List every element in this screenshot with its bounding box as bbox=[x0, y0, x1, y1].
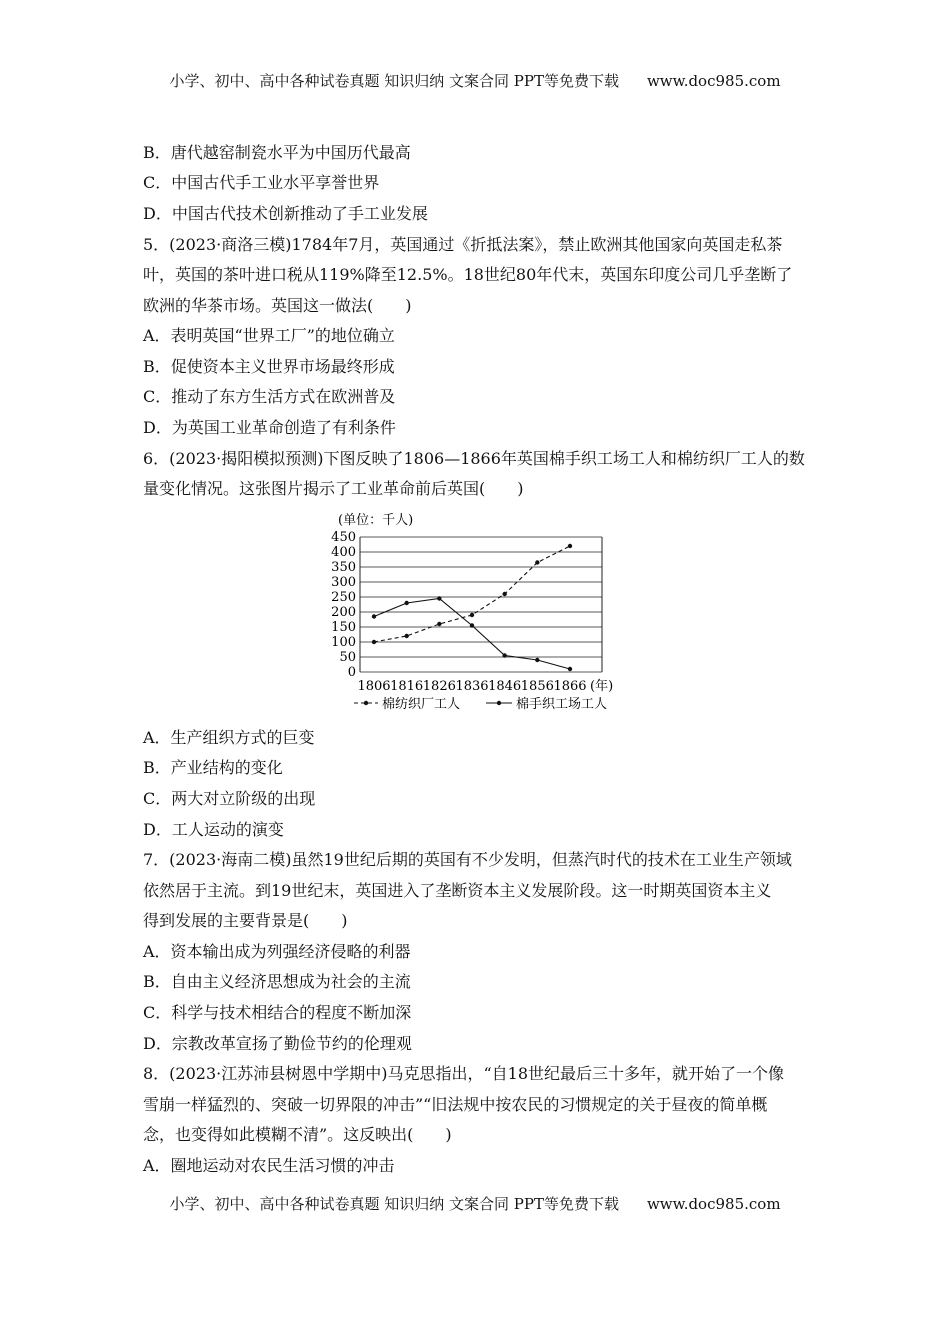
footer-site: www.doc985.com bbox=[646, 1195, 781, 1213]
x-tick-label: 1866 bbox=[553, 679, 587, 694]
series-line-handloom-workers bbox=[374, 599, 570, 670]
y-tick-label: 450 bbox=[331, 530, 356, 545]
y-tick-label: 400 bbox=[331, 545, 356, 560]
question-7-line-3: 得到发展的主要背景是( ) bbox=[143, 911, 348, 930]
legend-label: 棉纺织厂工人 bbox=[382, 697, 461, 712]
y-tick-label: 300 bbox=[331, 575, 356, 590]
question-7-line-2: 依然居于主流。到19世纪末，英国进入了垄断资本主义发展阶段。这一时期英国资本主义 bbox=[143, 881, 772, 900]
x-tick-label: 1826 bbox=[422, 679, 456, 694]
x-axis-unit: (年) bbox=[590, 679, 614, 694]
y-tick-label: 100 bbox=[331, 635, 356, 650]
x-tick-label: 1836 bbox=[455, 679, 489, 694]
question-5-line-3: 欧洲的华茶市场。英国这一做法( ) bbox=[143, 296, 412, 315]
x-tick-label: 1816 bbox=[390, 679, 424, 694]
header-text: 小学、初中、高中各种试卷真题 知识归纳 文案合同 PPT等免费下载 bbox=[169, 72, 619, 90]
data-point bbox=[470, 613, 474, 617]
y-tick-label: 50 bbox=[339, 650, 356, 665]
header-site: www.doc985.com bbox=[646, 72, 781, 90]
data-point bbox=[535, 658, 539, 662]
y-tick-label: 350 bbox=[331, 560, 356, 575]
data-point bbox=[372, 614, 376, 618]
data-point bbox=[568, 544, 572, 548]
y-tick-label: 200 bbox=[331, 605, 356, 620]
option-c-q4: C．中国古代手工业水平享誉世界 bbox=[143, 173, 380, 192]
question-5-line-2: 叶，英国的茶叶进口税从119%降至12.5%。18世纪80年代末，英国东印度公司几乎垄断了 bbox=[143, 265, 793, 284]
y-tick-label: 150 bbox=[331, 620, 356, 635]
question-8-line-1: 8．(2023·江苏沛县树恩中学期中)马克思指出，“自18世纪最后三十多年，就开始了一个像 bbox=[143, 1064, 785, 1083]
option-d-q7: D．宗教改革宣扬了勤俭节约的伦理观 bbox=[143, 1034, 412, 1053]
x-tick-label: 1806 bbox=[357, 679, 391, 694]
option-c-q7: C．科学与技术相结合的程度不断加深 bbox=[143, 1003, 412, 1022]
option-c-q6: C．两大对立阶级的出现 bbox=[143, 789, 316, 808]
data-point bbox=[372, 640, 376, 644]
legend-dashed-dot bbox=[364, 701, 368, 705]
question-8-line-2: 雪崩一样猛烈的、突破一切界限的冲击”“旧法规中按农民的习惯规定的关于昼夜的简单概 bbox=[143, 1095, 768, 1114]
y-tick-label: 250 bbox=[331, 590, 356, 605]
line-chart bbox=[320, 510, 640, 720]
option-d-q5: D．为英国工业革命创造了有利条件 bbox=[143, 418, 396, 437]
question-6-line-1: 6．(2023·揭阳模拟预测)下图反映了1806—1866年英国棉手织工场工人和棉纺织厂工人的数 bbox=[143, 449, 805, 468]
question-8-line-3: 念，也变得如此模糊不清”。这反映出( ) bbox=[143, 1125, 452, 1144]
data-point bbox=[437, 596, 441, 600]
y-tick-label: 0 bbox=[347, 665, 356, 680]
question-5-line-1: 5．(2023·商洛三模)1784年7月，英国通过《折抵法案》，禁止欧洲其他国家向英国走私茶 bbox=[143, 235, 783, 254]
page-footer bbox=[0, 1193, 950, 1214]
option-d-q6: D．工人运动的演变 bbox=[143, 820, 284, 839]
option-a-q8: A．圈地运动对农民生活习惯的冲击 bbox=[143, 1156, 395, 1175]
option-c-q5: C．推动了东方生活方式在欧洲普及 bbox=[143, 387, 396, 406]
option-a-q7: A．资本输出成为列强经济侵略的利器 bbox=[143, 942, 411, 961]
option-b-q5: B．促使资本主义世界市场最终形成 bbox=[143, 357, 395, 376]
data-point bbox=[502, 592, 506, 596]
option-b-q7: B．自由主义经济思想成为社会的主流 bbox=[143, 972, 411, 991]
data-point bbox=[470, 623, 474, 627]
footer-text: 小学、初中、高中各种试卷真题 知识归纳 文案合同 PPT等免费下载 bbox=[169, 1195, 619, 1213]
x-tick-label: 1856 bbox=[520, 679, 554, 694]
data-point bbox=[404, 634, 408, 638]
page-header bbox=[0, 70, 950, 91]
question-6-line-2: 量变化情况。这张图片揭示了工业革命前后英国( ) bbox=[143, 479, 524, 498]
legend-label: 棉手织工场工人 bbox=[516, 697, 608, 712]
option-b-q4: B．唐代越窑制瓷水平为中国历代最高 bbox=[143, 143, 411, 162]
option-a-q5: A．表明英国“世界工厂”的地位确立 bbox=[143, 326, 395, 345]
option-a-q6: A．生产组织方式的巨变 bbox=[143, 728, 315, 747]
x-tick-label: 1846 bbox=[488, 679, 522, 694]
chart-unit-label: (单位：千人) bbox=[338, 513, 414, 528]
data-point bbox=[437, 622, 441, 626]
option-b-q6: B．产业结构的变化 bbox=[143, 758, 283, 777]
data-point bbox=[568, 667, 572, 671]
data-point bbox=[502, 653, 506, 657]
legend-solid-dot bbox=[497, 701, 501, 705]
option-d-q4: D．中国古代技术创新推动了手工业发展 bbox=[143, 204, 428, 223]
data-point bbox=[535, 560, 539, 564]
data-point bbox=[404, 601, 408, 605]
question-7-line-1: 7．(2023·海南二模)虽然19世纪后期的英国有不少发明，但蒸汽时代的技术在工业生产领域 bbox=[143, 850, 792, 869]
